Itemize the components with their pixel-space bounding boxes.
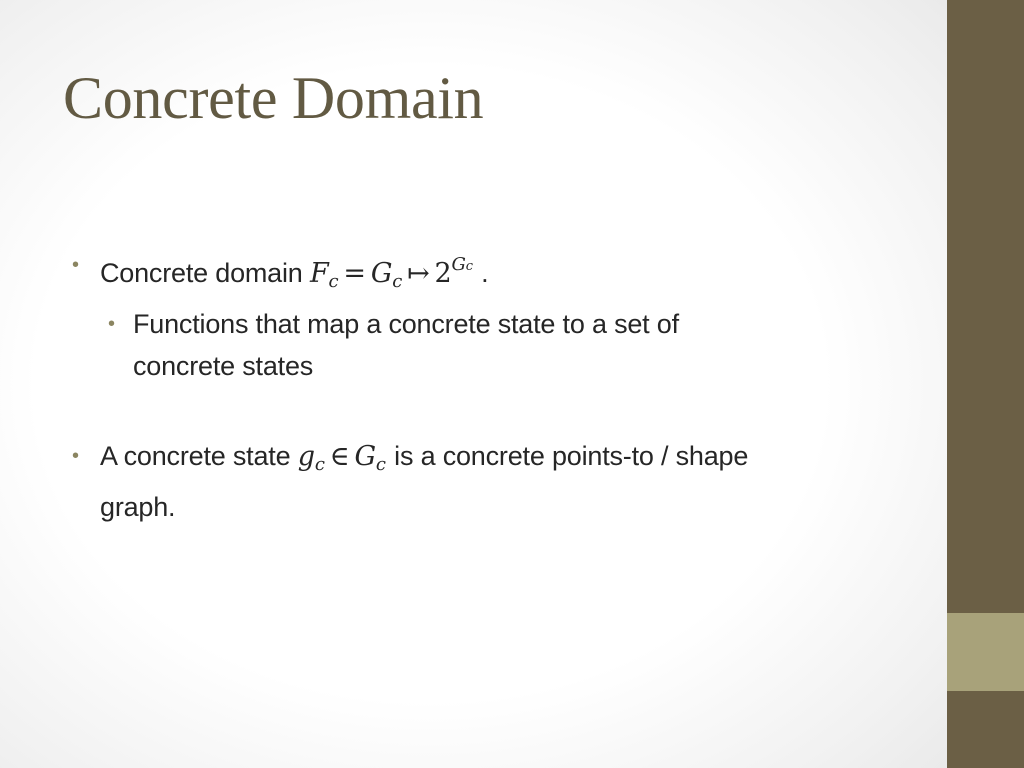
math-var-g: G [370,258,393,289]
math-sub: c [328,271,339,292]
math-element-of: ∈ [329,441,350,472]
formula-concrete-state [297,441,394,475]
bullet-text: A concrete state [100,441,291,471]
math-sub: c [392,271,403,292]
math-base-two: 2 [434,258,452,289]
sub-bullet-line2: concrete states [133,351,314,381]
spacer [70,387,920,435]
bullet-tail-line1: is a concrete points-to / shape [394,441,749,471]
bullet-concrete-state [70,435,920,528]
side-bar-accent [947,613,1024,691]
math-exponent [452,254,473,275]
bullet-tail-line2: graph. [100,492,176,522]
slide-content [70,244,920,528]
slide-title: Concrete Domain [63,65,484,131]
math-var-g-lower: g [297,441,315,472]
sub-bullet-line1: Functions that map a concrete state to a set of [133,309,679,339]
math-var-g-upper: G [354,441,376,472]
bullet-dot-icon: • [72,254,79,276]
bullet-dot-icon: • [72,445,79,467]
math-equals: = [343,258,366,289]
sub-bullet-dot-icon: • [108,313,115,335]
math-sub: c [314,454,325,475]
sub-bullet-functions [70,303,920,387]
bullet-tail: . [481,258,489,288]
math-exp-var: G [451,254,466,275]
formula-concrete-domain [309,254,481,292]
math-sub: c [375,454,386,475]
math-var-f: F [309,258,329,289]
math-exp-sub: c [465,259,473,274]
math-maps-to: ↦ [407,258,430,289]
bullet-text: Concrete domain [100,258,303,288]
bullet-concrete-domain [70,244,920,303]
